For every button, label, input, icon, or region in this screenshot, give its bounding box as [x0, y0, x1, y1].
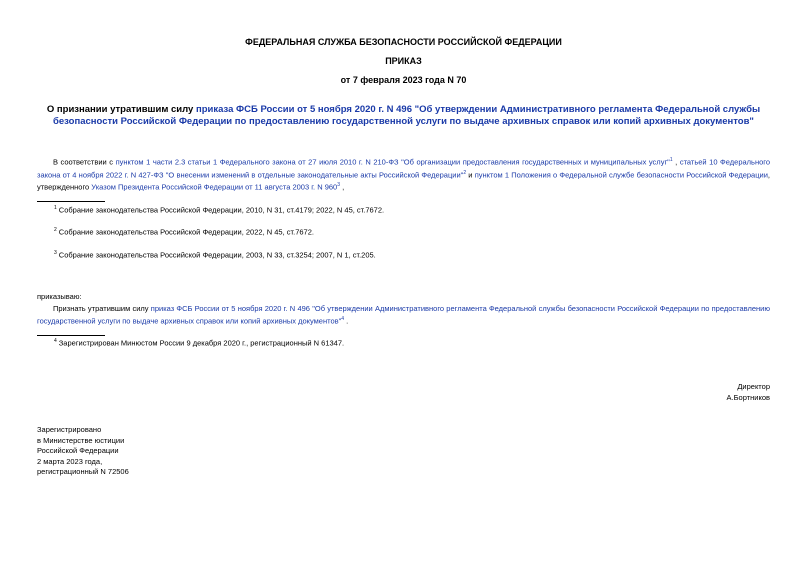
footnote-text: Собрание законодательства Российской Федерации, 2003, N 33, ст.3254; 2007, N 1, ст.205. [58, 250, 376, 260]
registration-block [37, 425, 129, 478]
organization-heading: ФЕДЕРАЛЬНАЯ СЛУЖБА БЕЗОПАСНОСТИ РОССИЙСКОЙ ФЕДЕРАЦИИ [245, 37, 562, 47]
footnote-mark: 3 [54, 250, 57, 256]
signatory-name: А.Бортников [726, 393, 770, 402]
link-fsb-regulation[interactable]: пунктом 1 Положения о Федеральной службе безопасности Российской Федерации [474, 170, 768, 179]
title-link[interactable]: приказа ФСБ России от 5 ноября 2020 г. N 496 "Об утверждении Административного регламента Федеральной службы безопасности Российской Федерации по предоставлению государственной услуги по выдаче архивных справок или копий архивных документов" [53, 104, 761, 127]
order-paragraph [37, 303, 770, 327]
document-title [28, 104, 779, 128]
footnote-1 [54, 205, 384, 215]
footnote-text: Собрание законодательства Российской Федерации, 2010, N 31, ст.4179; 2022, N 45, ст.7672. [58, 205, 385, 215]
document-type: ПРИКАЗ [385, 56, 422, 66]
footnote-ref-3[interactable]: 3 [337, 182, 340, 188]
footnote-text: Собрание законодательства Российской Федерации, 2022, N 45, ст.7672. [58, 227, 314, 237]
signatory-position: Директор [737, 382, 770, 391]
document-date-number: от 7 февраля 2023 года N 70 [340, 75, 467, 85]
order-text-2: . [344, 316, 349, 326]
preamble-text-1: В соответствии с [53, 157, 116, 167]
link-law-210[interactable]: пунктом 1 части 2.3 статьи 1 Федерального закона от 27 июля 2010 г. N 210-ФЗ "Об организации предоставления государственных и муниципальных услуг" [115, 157, 670, 167]
footnote-text: Зарегистрирован Минюстом России 9 декабря 2020 г., регистрационный N 61347. [58, 338, 345, 348]
link-law-427[interactable]: статьей 10 Федерального закона от 4 ноября 2022 г. N 427-ФЗ "О внесении изменений в отдельные законодательные акты Российской Федерации" [37, 157, 770, 179]
footnote-2 [54, 227, 314, 237]
footnote-ref-1[interactable]: 1 [669, 157, 673, 163]
registration-line: Российской Федерации [37, 446, 119, 455]
registration-line: в Министерстве юстиции [37, 435, 125, 445]
link-president-decree[interactable]: Указом Президента Российской Федерации от 11 августа 2003 г. N 960 [91, 182, 338, 192]
footnote-mark: 4 [54, 338, 57, 344]
footnote-ref-2[interactable]: 2 [463, 169, 467, 176]
footnote-mark: 1 [54, 205, 57, 211]
preamble-paragraph [37, 155, 770, 193]
footnote-4 [54, 338, 344, 348]
order-word: приказываю: [37, 292, 82, 301]
preamble-text-5: , [340, 182, 345, 192]
footnote-mark: 2 [54, 227, 57, 233]
registration-line: Зарегистрировано [37, 425, 102, 434]
signature-block [727, 381, 770, 403]
registration-number: регистрационный N 72506 [37, 467, 129, 476]
order-text-1: Признать утратившим силу [53, 304, 151, 313]
footnote-3 [54, 250, 376, 260]
preamble-text-4: , утвержденного [37, 170, 771, 192]
preamble-text-2: , [672, 157, 680, 167]
title-prefix: О признании утратившим силу [46, 104, 196, 115]
footnote-ref-4[interactable]: 4 [341, 316, 345, 322]
footnote-divider [37, 335, 105, 336]
preamble-text-3: и [466, 170, 475, 179]
link-order-496[interactable]: приказ ФСБ России от 5 ноября 2020 г. N 496 "Об утверждении Административного регламента Федеральной службы безопасности Российской Федерации по предоставлению государственной услуги по выдаче архивных справок или копий архивных документов" [37, 304, 770, 326]
footnote-divider [37, 201, 105, 202]
registration-date: 2 марта 2023 года, [37, 456, 103, 466]
